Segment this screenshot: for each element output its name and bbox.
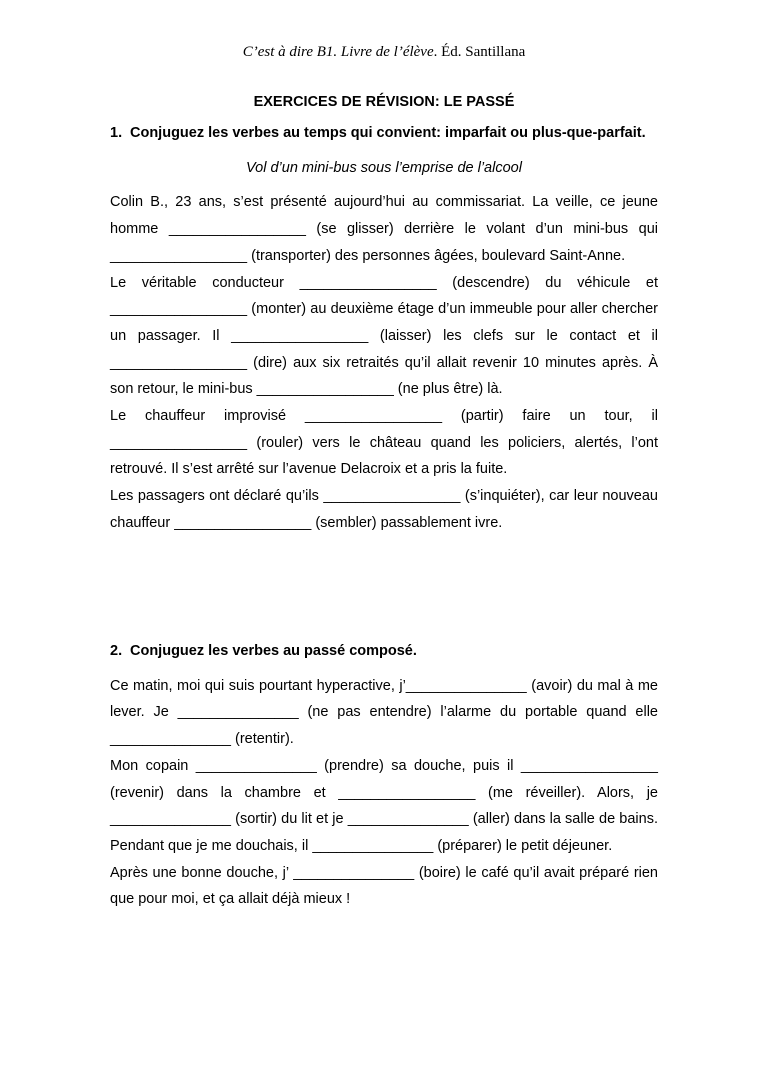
paragraph: Mon copain _______________ (prendre) sa douche, puis il _________________ (revenir) dans la chambre et _________________ (me réveiller). Alors, je _______________ (sortir) du lit et je _______________ (aller) dans la salle de bains. Pendant que je me douchais, il _______________ (préparer) le petit déjeuner. bbox=[110, 757, 658, 854]
section-1 bbox=[110, 120, 658, 537]
section-1-instruction bbox=[110, 120, 658, 147]
paragraph: Ce matin, moi qui suis pourtant hyperactive, j’_______________ (avoir) du mal à me lever. Je _______________ (ne pas entendre) l’alarme du portable quand elle _______________ (retentir). bbox=[110, 677, 658, 748]
section-1-instruction-text: Conjuguez les verbes au temps qui convient: imparfait ou plus-que-parfait. bbox=[130, 125, 646, 141]
book-title: C’est à dire B1. Livre de l’élève bbox=[242, 44, 434, 60]
section-2-instruction bbox=[110, 638, 658, 665]
exercise-subtitle: Vol d’un mini-bus sous l’emprise de l’alcool bbox=[246, 159, 522, 176]
paragraph: Colin B., 23 ans, s’est présenté aujourd’hui au commissariat. La veille, ce jeune homme _________________ (se glisser) derrière le volant d’un mini-bus qui _________________ (transporter) des personnes âgées, boulevard Saint-Anne. bbox=[110, 194, 658, 264]
paragraph: Le chauffeur improvisé _________________ (partir) faire un tour, il _________________ (rouler) vers le château quand les policiers, alertés, l’ont retrouvé. Il s’est arrêté sur l’avenue Delacroix et a pris la fuite. bbox=[110, 408, 658, 478]
paragraph: Après une bonne douche, j’ _______________ (boire) le café qu’il avait préparé rien que pour moi, et ça allait déjà mieux ! bbox=[110, 864, 658, 908]
section-1-number: 1. bbox=[110, 125, 123, 141]
section-2-number: 2. bbox=[110, 643, 123, 659]
publisher: . Éd. Santillana bbox=[433, 44, 526, 60]
section-2-instruction-text: Conjuguez les verbes au passé composé. bbox=[130, 643, 417, 659]
section-2 bbox=[110, 638, 658, 913]
paragraph: Les passagers ont déclaré qu’ils _________________ (s’inquiéter), car leur nouveau chauffeur _________________ (sembler) passablement ivre. bbox=[110, 488, 658, 531]
paragraph: Le véritable conducteur _________________ (descendre) du véhicule et _________________ (monter) au deuxième étage d’un immeuble pour aller chercher un passager. Il _________________ (laisser) les clefs sur le contact et il _________________ (dire) aux six retraités qu’il allait revenir 10 minutes après. À son retour, le mini-bus _________________ (ne plus être) là. bbox=[110, 274, 658, 398]
page-header bbox=[0, 44, 768, 61]
page-title: EXERCICES DE RÉVISION: LE PASSÉ bbox=[253, 94, 515, 110]
